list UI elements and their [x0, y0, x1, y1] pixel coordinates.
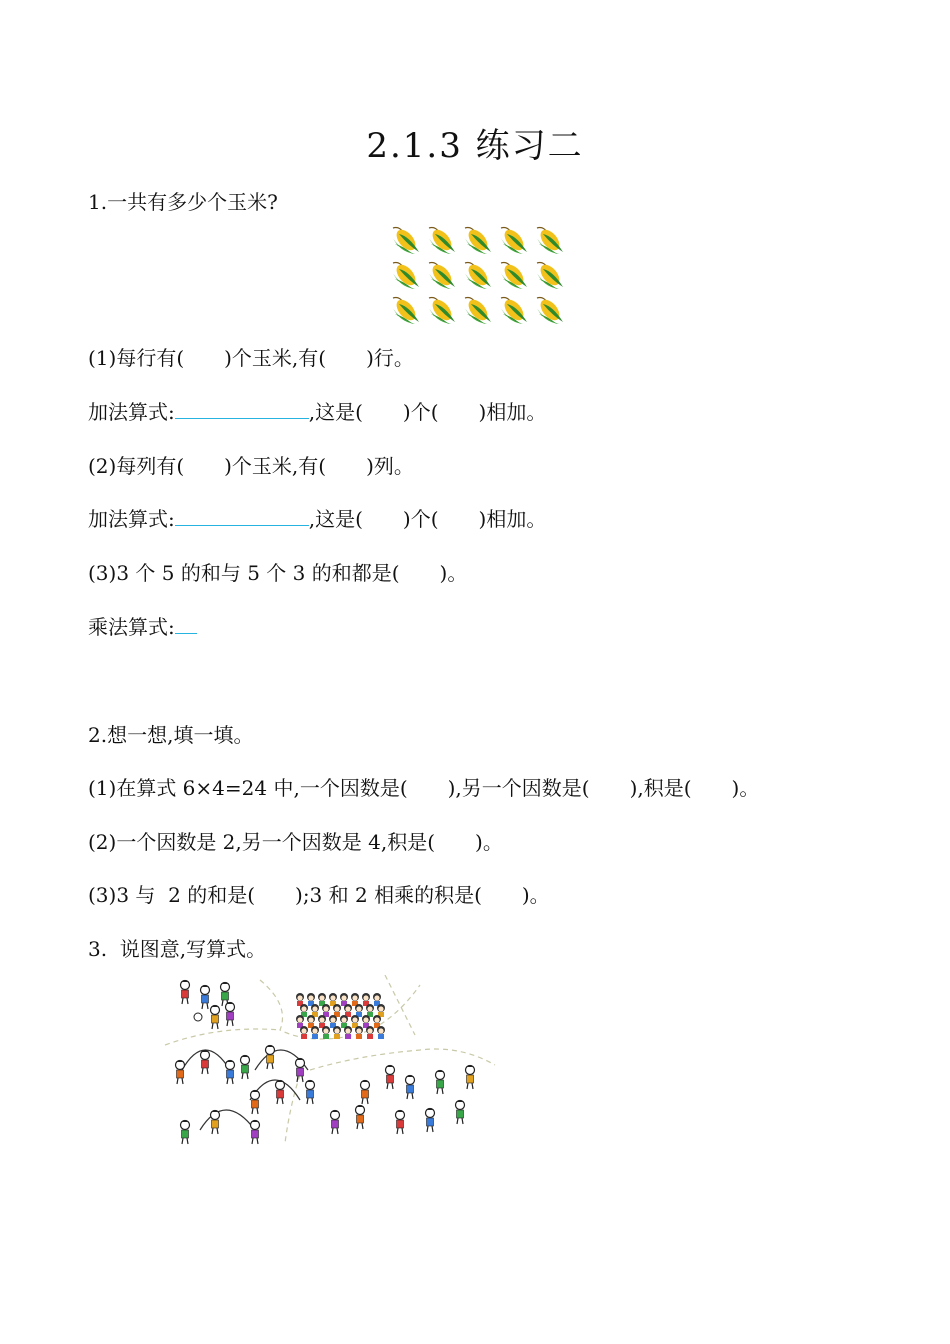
child-figure — [361, 1080, 370, 1104]
child-figure — [241, 1055, 250, 1079]
q3-question: 3. 说图意,写算式。 — [88, 937, 267, 961]
soccer-ball-icon — [194, 1013, 202, 1021]
crowd-child — [333, 1026, 341, 1039]
add-tail-2: ,这是( )个( )相加。 — [308, 507, 547, 531]
crowd-child — [296, 993, 304, 1006]
child-figure — [386, 1065, 395, 1089]
crowd-child — [362, 993, 370, 1006]
corn-icon — [428, 296, 455, 324]
corn-icon — [500, 296, 527, 324]
crowd-child — [340, 1015, 348, 1028]
q2-question: 2.想一想,填一填。 — [88, 723, 254, 747]
children-figures — [176, 980, 475, 1144]
corn-icon — [428, 226, 455, 254]
child-figure — [251, 1090, 260, 1114]
q1-question: 1.一共有多少个玉米? — [88, 190, 278, 214]
crowd-child — [311, 1004, 319, 1017]
crowd-child — [351, 1015, 359, 1028]
crowd-child — [355, 1004, 363, 1017]
crowd-child — [355, 1026, 363, 1039]
add-expression-blank-1[interactable] — [175, 400, 309, 419]
crowd-child — [362, 1015, 370, 1028]
child-figure — [226, 1060, 235, 1084]
crowd-child — [340, 993, 348, 1006]
add-label-2: 加法算式: — [88, 507, 175, 531]
q2-part3: (3)3 与 2 的和是( );3 和 2 相乘的积是( )。 — [88, 883, 550, 907]
mul-expression-blank[interactable] — [175, 615, 197, 634]
corn-icon — [392, 261, 419, 289]
corn-icon — [464, 226, 491, 254]
crowd-child — [373, 1015, 381, 1028]
add-label-1: 加法算式: — [88, 400, 175, 424]
corn-icon — [392, 226, 419, 254]
child-figure — [201, 985, 210, 1009]
add-tail-1: ,这是( )个( )相加。 — [308, 400, 547, 424]
crowd-child — [366, 1004, 374, 1017]
child-figure — [251, 1120, 260, 1144]
child-figure — [406, 1075, 415, 1099]
mul-label: 乘法算式: — [88, 615, 175, 639]
q1-add-row-2 — [88, 503, 546, 532]
add-expression-blank-2[interactable] — [175, 507, 309, 526]
q2-part1: (1)在算式 6×4=24 中,一个因数是( ),另一个因数是( ),积是( )。 — [88, 776, 760, 800]
corn-icon — [500, 226, 527, 254]
crowd-child — [322, 1026, 330, 1039]
child-figure — [181, 980, 190, 1004]
child-figure — [456, 1100, 465, 1124]
child-figure — [276, 1080, 285, 1104]
child-figure — [201, 1050, 210, 1074]
crowd-child — [351, 993, 359, 1006]
q1-add-row-1 — [88, 396, 546, 425]
child-figure — [396, 1110, 405, 1134]
q1-mul-row — [88, 611, 197, 640]
child-figure — [436, 1070, 445, 1094]
child-figure — [331, 1110, 340, 1134]
crowd-child — [329, 993, 337, 1006]
crowd-child — [329, 1015, 337, 1028]
child-figure — [176, 1060, 185, 1084]
q2-part2: (2)一个因数是 2,另一个因数是 4,积是( )。 — [88, 830, 503, 854]
child-figure — [181, 1120, 190, 1144]
child-figure — [266, 1045, 275, 1069]
corn-icon — [500, 261, 527, 289]
child-figure — [296, 1058, 305, 1082]
corn-icon — [536, 296, 563, 324]
crowd-child — [300, 1004, 308, 1017]
corn-icon — [428, 261, 455, 289]
child-figure — [211, 1005, 220, 1029]
crowd-child — [311, 1026, 319, 1039]
child-figure — [306, 1080, 315, 1104]
crowd-child — [296, 1015, 304, 1028]
crowd-child — [373, 993, 381, 1006]
corn-icon — [536, 226, 563, 254]
crowd-child — [344, 1026, 352, 1039]
child-figure — [356, 1105, 365, 1129]
corn-icon — [464, 261, 491, 289]
crowd-child — [344, 1004, 352, 1017]
page-title: 2.1.3 练习二 — [366, 126, 584, 166]
q1-part1: (1)每行有( )个玉米,有( )行。 — [88, 346, 414, 370]
corn-icon — [536, 261, 563, 289]
child-figure — [466, 1065, 475, 1089]
crowd-child — [366, 1026, 374, 1039]
crowd-child — [333, 1004, 341, 1017]
crowd-child — [377, 1004, 385, 1017]
children-playground-illustration — [160, 975, 500, 1145]
corn-icon — [392, 296, 419, 324]
crowd-child — [318, 993, 326, 1006]
corn-icon — [464, 296, 491, 324]
crowd-child — [307, 1015, 315, 1028]
crowd-child — [377, 1026, 385, 1039]
q1-part2: (2)每列有( )个玉米,有( )列。 — [88, 454, 414, 478]
q1-part3: (3)3 个 5 的和与 5 个 3 的和都是( )。 — [88, 561, 468, 585]
crowd-child — [322, 1004, 330, 1017]
crowd-child — [300, 1026, 308, 1039]
child-figure — [426, 1108, 435, 1132]
child-figure — [211, 1110, 220, 1134]
crowd-child — [318, 1015, 326, 1028]
crowd-child — [307, 993, 315, 1006]
corn-grid — [387, 222, 565, 326]
child-figure — [226, 1002, 235, 1026]
